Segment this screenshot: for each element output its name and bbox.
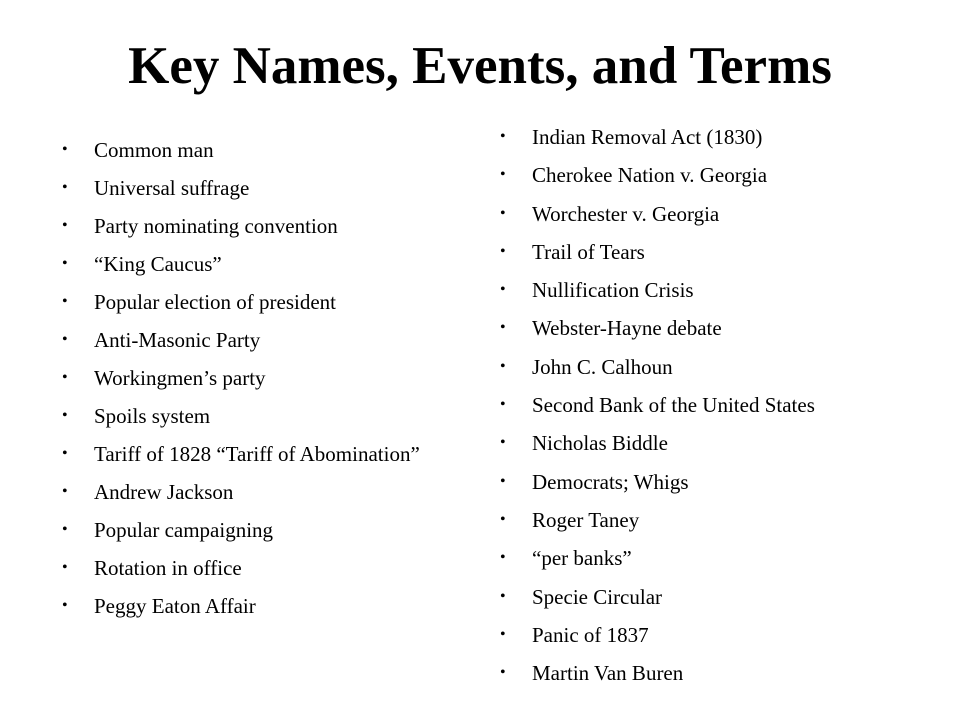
- bullet-dot-icon: •: [500, 128, 506, 145]
- list-item: [62, 594, 422, 618]
- bullet-dot-icon: •: [62, 331, 68, 348]
- list-item-text: Andrew Jackson: [94, 480, 234, 504]
- list-item: [62, 328, 422, 352]
- list-item: [500, 585, 920, 609]
- bullet-dot-icon: •: [62, 559, 68, 576]
- bullet-dot-icon: •: [500, 396, 506, 414]
- list-item: [62, 176, 422, 200]
- list-item: [500, 240, 920, 264]
- list-item: [62, 404, 422, 428]
- list-item-text: Common man: [94, 138, 214, 162]
- list-item-text: Roger Taney: [532, 507, 640, 532]
- list-item-text: “King Caucus”: [94, 252, 222, 276]
- bullet-dot-icon: •: [62, 217, 68, 234]
- bullet-dot-icon: •: [62, 521, 68, 538]
- list-item: [500, 316, 920, 340]
- list-item-text: Spoils system: [94, 404, 211, 428]
- list-item-text: Panic of 1837: [532, 622, 649, 647]
- bullet-dot-icon: •: [62, 407, 68, 424]
- bullet-dot-icon: •: [500, 204, 506, 222]
- bullet-dot-icon: •: [500, 319, 506, 337]
- list-item-text: Universal suffrage: [94, 176, 250, 200]
- bullet-dot-icon: •: [500, 472, 506, 490]
- list-item: [62, 138, 422, 162]
- list-item-text: Trail of Tears: [532, 239, 645, 264]
- list-item-text: Tariff of 1828 “Tariff of Abomination”: [94, 442, 420, 466]
- list-item: [500, 508, 920, 532]
- list-item-text: Nullification Crisis: [532, 278, 694, 303]
- bullet-dot-icon: •: [500, 625, 506, 643]
- list-item: [500, 546, 920, 570]
- list-item-text: Workingmen’s party: [94, 366, 266, 390]
- bullet-dot-icon: •: [62, 293, 68, 310]
- list-item-text: Party nominating convention: [94, 214, 338, 238]
- left-term-list: [62, 138, 422, 632]
- list-item-text: Indian Removal Act (1830): [532, 125, 763, 149]
- list-item: [500, 393, 920, 417]
- bullet-dot-icon: •: [62, 255, 68, 272]
- slide-title: Key Names, Events, and Terms: [128, 37, 832, 95]
- list-item: [62, 480, 422, 504]
- list-item: [62, 214, 422, 238]
- list-item-text: Popular campaigning: [94, 518, 274, 542]
- bullet-dot-icon: •: [500, 587, 506, 605]
- list-item: [500, 661, 920, 685]
- list-item-text: Martin Van Buren: [532, 661, 684, 686]
- bullet-dot-icon: •: [500, 664, 506, 682]
- list-item: [500, 125, 920, 149]
- list-item-text: Peggy Eaton Affair: [94, 594, 256, 618]
- list-item-text: Webster-Hayne debate: [532, 316, 722, 341]
- list-item: [500, 278, 920, 302]
- bullet-dot-icon: •: [62, 141, 68, 158]
- list-item-text: Cherokee Nation v. Georgia: [532, 163, 768, 188]
- bullet-dot-icon: •: [62, 483, 68, 500]
- bullet-dot-icon: •: [500, 549, 506, 567]
- list-item: [500, 202, 920, 226]
- bullet-dot-icon: •: [62, 445, 68, 462]
- bullet-dot-icon: •: [62, 369, 68, 386]
- list-item-text: Specie Circular: [532, 584, 663, 609]
- list-item-text: Second Bank of the United States: [532, 393, 815, 418]
- list-item: [500, 163, 920, 187]
- list-item: [62, 518, 422, 542]
- right-term-list: [500, 125, 920, 699]
- bullet-dot-icon: •: [62, 179, 68, 196]
- list-item: [500, 355, 920, 379]
- list-item: [500, 431, 920, 455]
- list-item-text: John C. Calhoun: [532, 354, 673, 379]
- bullet-dot-icon: •: [500, 281, 506, 299]
- bullet-dot-icon: •: [500, 357, 506, 375]
- list-item: [62, 252, 422, 276]
- list-item-text: Democrats; Whigs: [532, 469, 689, 494]
- list-item: [62, 442, 422, 466]
- bullet-dot-icon: •: [500, 510, 506, 528]
- list-item-text: “per banks”: [532, 546, 632, 571]
- list-item-text: Anti-Masonic Party: [94, 328, 261, 352]
- list-item: [500, 470, 920, 494]
- bullet-dot-icon: •: [62, 597, 68, 614]
- list-item-text: Worchester v. Georgia: [532, 201, 720, 226]
- list-item: [62, 366, 422, 390]
- list-item-text: Nicholas Biddle: [532, 431, 668, 456]
- list-item: [62, 556, 422, 580]
- list-item: [500, 623, 920, 647]
- list-item: [62, 290, 422, 314]
- bullet-dot-icon: •: [500, 166, 506, 184]
- bullet-dot-icon: •: [500, 242, 506, 260]
- list-item-text: Popular election of president: [94, 290, 337, 314]
- bullet-dot-icon: •: [500, 434, 506, 452]
- list-item-text: Rotation in office: [94, 556, 242, 580]
